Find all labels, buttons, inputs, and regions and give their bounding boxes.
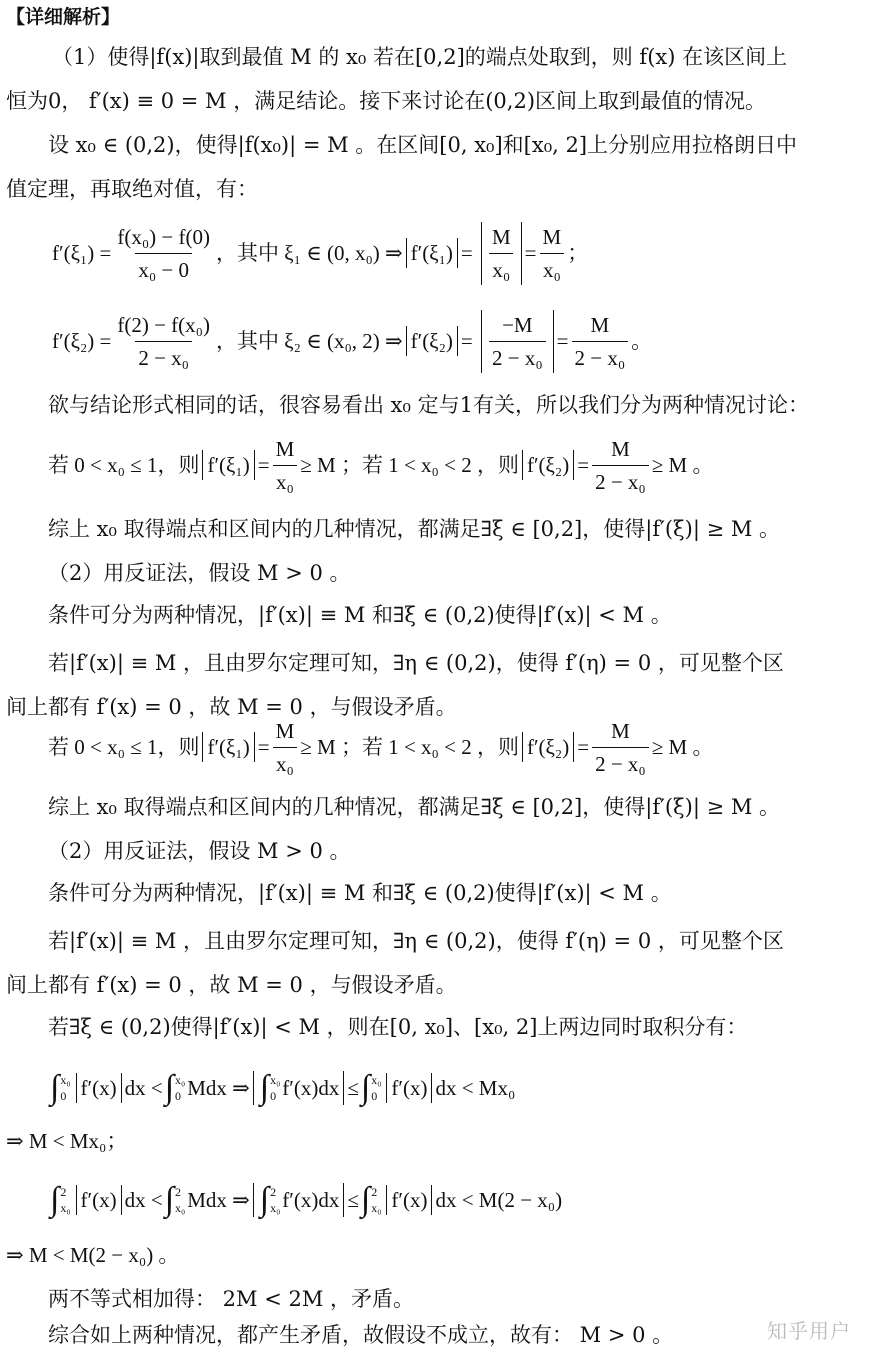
integral: ∫ 2 x₀: [164, 1181, 186, 1218]
fraction: $\frac{\text{f(x₀) − f(0)}}{\text{x₀ − 0}}$: [114, 222, 213, 285]
text-line-17: ⇒ M < Mx₀；: [6, 1129, 128, 1153]
absolute-value: f′(ξ₁): [202, 732, 254, 762]
absolute-value: f′(x): [76, 1185, 122, 1215]
text-line-15: 间上都有 f′(x) = 0 ，故 M = 0 ，与假设矛盾。: [6, 973, 457, 997]
fraction: $\frac{M}{\text{x₀}}$: [273, 434, 298, 497]
text-line-2: 恒为0， f′(x) ≡ 0 = M ，满足结论。接下来讨论在(0,2)区间上取到最值的情况。: [6, 89, 767, 113]
fraction: $\frac{M}{\text{2 − x₀}}$: [592, 716, 649, 779]
equation-lagrange-2: f′(ξ₂) = $\frac{\text{f(2) − f(x₀)}}{\text{2 − x₀}}$ ，其中 ξ₂ ∈ (x₀, 2) ⇒ f′(ξ₂) = $\frac{-M}{\text{2 − x₀}}$ = $\frac{M}{\text{2 − x₀}}$ 。: [52, 308, 652, 374]
text-line-9: 若|f′(x)| ≡ M ，且由罗尔定理可知，∃η ∈ (0,2)，使得 f′(η) = 0 ，可见整个区: [48, 651, 784, 675]
equation-cases-1: 若 0 < x₀ ≤ 1，则 f′(ξ₁) = $\frac{M}{\text{x₀}}$ ≥ M ；若 1 < x₀ < 2 ，则 f′(ξ₂) = $\frac{M}{\text{2 − x₀}}$ ≥ M 。: [48, 432, 713, 498]
fraction: $\frac{\text{f(2) − f(x₀)}}{\text{2 − x₀}}$: [114, 310, 213, 373]
absolute-value: f′(x): [76, 1073, 122, 1103]
equation-cases-2: 若 0 < x₀ ≤ 1，则 f′(ξ₁) = $\frac{M}{\text{x₀}}$ ≥ M ；若 1 < x₀ < 2 ，则 f′(ξ₂) = $\frac{M}{\text{2 − x₀}}$ ≥ M 。: [48, 714, 713, 780]
text-line-4: 值定理，再取绝对值，有：: [6, 177, 258, 201]
text-line-18: ⇒ M < M(2 − x₀) 。: [6, 1243, 180, 1267]
watermark-text: 知乎用户: [767, 1319, 851, 1343]
fraction: $\frac{M}{\text{x₀}}$: [540, 222, 565, 285]
section-header: 【详细解析】: [6, 6, 121, 28]
absolute-value: f′(ξ₁): [406, 238, 458, 268]
text-line-16: 若∃ξ ∈ (0,2)使得|f′(x)| < M ，则在[0, x₀]、[x₀, 2]上两边同时取积分有：: [48, 1015, 748, 1039]
integral: ∫ x₀ 0: [360, 1069, 382, 1106]
absolute-value: f′(x): [386, 1073, 432, 1103]
text-line-12: （2）用反证法，假设 M > 0 。: [48, 839, 351, 863]
fraction: $\frac{M}{\text{2 − x₀}}$: [572, 310, 629, 373]
equation-integral-2: ∫ 2 x₀ f′(x) dx < ∫ 2 x₀ Mdx ⇒ ∫ 2 x₀ f′(x)dx ≤ ∫ 2 x₀ f′(x) dx < M(2 − x₀): [50, 1181, 563, 1218]
absolute-value: f′(ξ₂): [522, 450, 574, 480]
integral: ∫ x₀ 0: [50, 1069, 71, 1106]
text-line-14: 若|f′(x)| ≡ M ，且由罗尔定理可知，∃η ∈ (0,2)，使得 f′(η) = 0 ，可见整个区: [48, 929, 784, 953]
fraction: $\frac{M}{\text{x₀}}$: [273, 716, 298, 779]
integral: ∫ 2 x₀: [360, 1181, 382, 1218]
text-line-1: （1）使得|f(x)|取到最值 M 的 x₀ 若在[0,2]的端点处取到，则 f(x) 在该区间上: [52, 45, 788, 69]
absolute-value: f′(ξ₂): [406, 326, 458, 356]
absolute-value: ∫ x₀ 0 f′(x)dx: [253, 1071, 345, 1105]
text-line-20: 综合如上两种情况，都产生矛盾，故假设不成立，故有： M > 0 。: [48, 1323, 674, 1347]
text-line-6: 综上 x₀ 取得端点和区间内的几种情况，都满足∃ξ ∈ [0,2]，使得|f′(ξ)| ≥ M 。: [48, 517, 781, 541]
absolute-value: $\frac{-M}{\text{2 − x₀}}$: [481, 310, 554, 373]
text-line-8: 条件可分为两种情况，|f′(x)| ≡ M 和∃ξ ∈ (0,2)使得|f′(x)| < M 。: [48, 603, 672, 627]
text-line-10: 间上都有 f′(x) = 0 ，故 M = 0 ，与假设矛盾。: [6, 695, 457, 719]
text-line-11: 综上 x₀ 取得端点和区间内的几种情况，都满足∃ξ ∈ [0,2]，使得|f′(ξ)| ≥ M 。: [48, 795, 781, 819]
absolute-value: ∫ 2 x₀ f′(x)dx: [253, 1183, 345, 1217]
text-line-13: 条件可分为两种情况，|f′(x)| ≡ M 和∃ξ ∈ (0,2)使得|f′(x)| < M 。: [48, 881, 672, 905]
equation-integral-1: ∫ x₀ 0 f′(x) dx < ∫ x₀ 0 Mdx ⇒ ∫ x₀ 0 f′(x)dx ≤ ∫ x₀ 0 f′(x) dx < Mx₀: [50, 1069, 516, 1106]
absolute-value: f′(x): [386, 1185, 432, 1215]
fraction: $\frac{M}{\text{2 − x₀}}$: [592, 434, 649, 497]
integral: ∫ x₀ 0: [164, 1069, 186, 1106]
text-line-5: 欲与结论形式相同的话，很容易看出 x₀ 定与1有关，所以我们分为两种情况讨论：: [48, 393, 809, 417]
equation-lagrange-1: f′(ξ₁) = $\frac{\text{f(x₀) − f(0)}}{\text{x₀ − 0}}$ ，其中 ξ₁ ∈ (0, x₀) ⇒ f′(ξ₁) = $\frac{M}{\text{x₀}}$ = $\frac{M}{\text{x₀}}$ ；: [52, 220, 588, 286]
text-line-3: 设 x₀ ∈ (0,2)，使得|f(x₀)| = M 。在区间[0, x₀]和[x₀, 2]上分别应用拉格朗日中: [48, 133, 798, 157]
absolute-value: $\frac{M}{\text{x₀}}$: [481, 222, 522, 285]
text-line-7: （2）用反证法，假设 M > 0 。: [48, 561, 351, 585]
text-line-19: 两不等式相加得： 2M < 2M ，矛盾。: [48, 1287, 415, 1311]
absolute-value: f′(ξ₁): [202, 450, 254, 480]
absolute-value: f′(ξ₂): [522, 732, 574, 762]
integral: ∫ 2 x₀: [50, 1181, 71, 1218]
